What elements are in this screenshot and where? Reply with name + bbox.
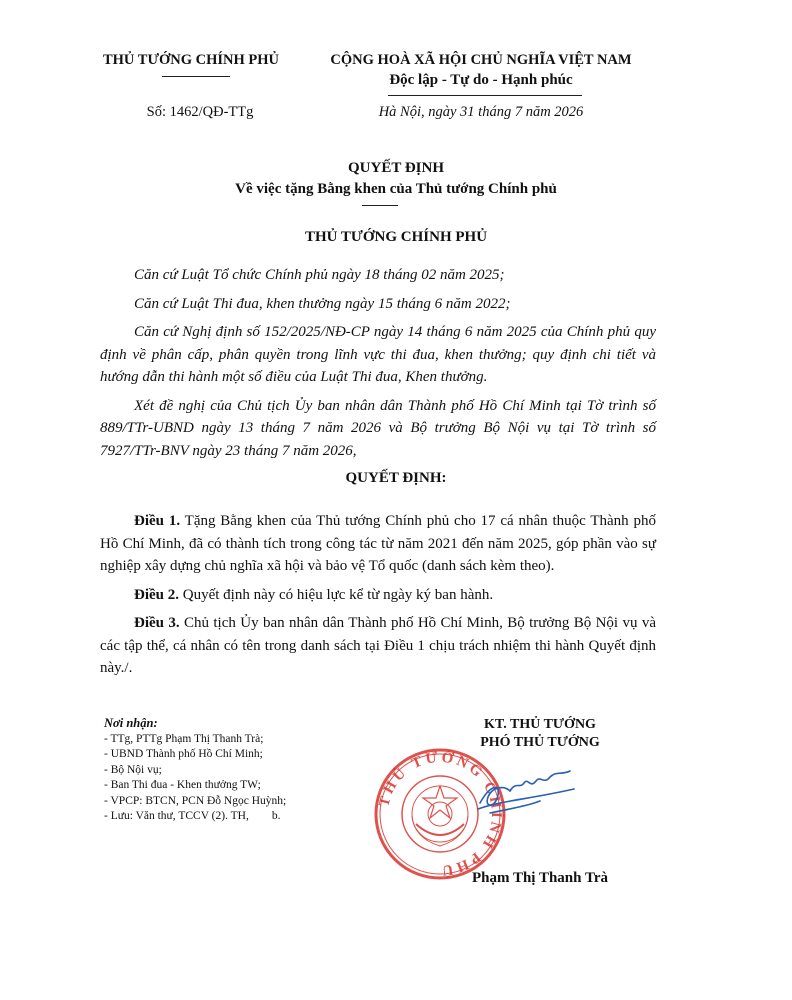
- national-motto: Độc lập - Tự do - Hạnh phúc: [389, 72, 573, 88]
- recipient-item: - UBND Thành phố Hồ Chí Minh;: [104, 748, 263, 760]
- preamble-item: Căn cứ Luật Tổ chức Chính phủ ngày 18 tháng 02 năm 2025;: [134, 267, 505, 283]
- recipient-item: - Bộ Nội vụ;: [104, 763, 162, 776]
- handwritten-signature-icon: [470, 765, 580, 825]
- document-number: Số: 1462/QĐ-TTg: [146, 104, 254, 120]
- preamble-item: Căn cứ Nghị định số 152/2025/NĐ-CP ngày 14 tháng 6 năm 2025 của Chính phủ quy định về phân cấp, phân quyền trong lĩnh vực thi đua, khen thưởng; quy định chi tiết và hướng dẫn thi hành một số điều của Luật Thi đua, Khen thưởng.: [100, 324, 656, 385]
- article-text: Quyết định này có hiệu lực kể từ ngày ký ban hành.: [179, 586, 494, 603]
- recipient-item: - Lưu: Văn thư, TCCV (2). TH, b.: [104, 810, 281, 822]
- articles: [100, 510, 656, 680]
- recipient-item: - TTg, PTTg Phạm Thị Thanh Trà;: [104, 732, 264, 745]
- header-right-divider: [388, 95, 582, 96]
- recipients-heading: Nơi nhận:: [104, 716, 158, 730]
- article-label: Điều 1.: [134, 513, 181, 529]
- article-3: [100, 612, 656, 680]
- article-1: [100, 510, 656, 578]
- document-title: QUYẾT ĐỊNH: [348, 160, 444, 176]
- header-left-divider: [162, 76, 230, 77]
- article-2: [100, 584, 656, 607]
- signer-authority: KT. THỦ TƯỚNG: [484, 717, 596, 732]
- decision-heading: QUYẾT ĐỊNH:: [345, 470, 447, 486]
- recipient-item: - Ban Thi đua - Khen thưởng TW;: [104, 779, 261, 791]
- issuing-authority: THỦ TƯỚNG CHÍNH PHỦ: [102, 52, 280, 68]
- preamble: [100, 264, 656, 462]
- place-date: Hà Nội, ngày 31 tháng 7 năm 2026: [378, 104, 584, 120]
- signer-name: Phạm Thị Thanh Trà: [471, 870, 609, 886]
- seal-text: THỦ TƯỚNG CHÍNH PHỦ: [376, 749, 505, 879]
- signer-title: PHÓ THỦ TƯỚNG: [480, 735, 600, 750]
- document-subject: Về việc tặng Bằng khen của Thủ tướng Chính phủ: [235, 181, 557, 197]
- subject-divider: [362, 205, 398, 206]
- article-label: Điều 3.: [134, 615, 180, 631]
- national-title: CỘNG HOÀ XÃ HỘI CHỦ NGHĨA VIỆT NAM: [330, 52, 632, 68]
- preamble-item: Căn cứ Luật Thi đua, khen thưởng ngày 15 tháng 6 năm 2022;: [134, 295, 511, 312]
- article-text: Tặng Bằng khen của Thủ tướng Chính phủ cho 17 cá nhân thuộc Thành phố Hồ Chí Minh, đã có thành tích trong công tác từ năm 2021 đến năm 2025, góp phần vào sự nghiệp xây dựng chủ nghĩa xã hội và bảo vệ Tổ quốc (danh sách kèm theo).: [100, 513, 657, 574]
- preamble-item: Xét đề nghị của Chủ tịch Ủy ban nhân dân Thành phố Hồ Chí Minh tại Tờ trình số 889/TTr-UBND ngày 13 tháng 7 năm 2026 và Bộ trưởng Bộ Nội vụ tại Tờ trình số 7927/TTr-BNV ngày 23 tháng 7 năm 2026,: [100, 397, 656, 459]
- issuer-heading: THỦ TƯỚNG CHÍNH PHỦ: [304, 229, 488, 245]
- recipients-block: [104, 716, 344, 825]
- recipient-item: - VPCP: BTCN, PCN Đỗ Ngọc Huỳnh;: [104, 794, 287, 807]
- article-label: Điều 2.: [134, 586, 179, 603]
- article-text: Chủ tịch Ủy ban nhân dân Thành phố Hồ Chí Minh, Bộ trưởng Bộ Nội vụ và các tập thể, cá nhân có tên trong danh sách tại Điều 1 chịu trách nhiệm thi hành Quyết định này./.: [100, 615, 656, 676]
